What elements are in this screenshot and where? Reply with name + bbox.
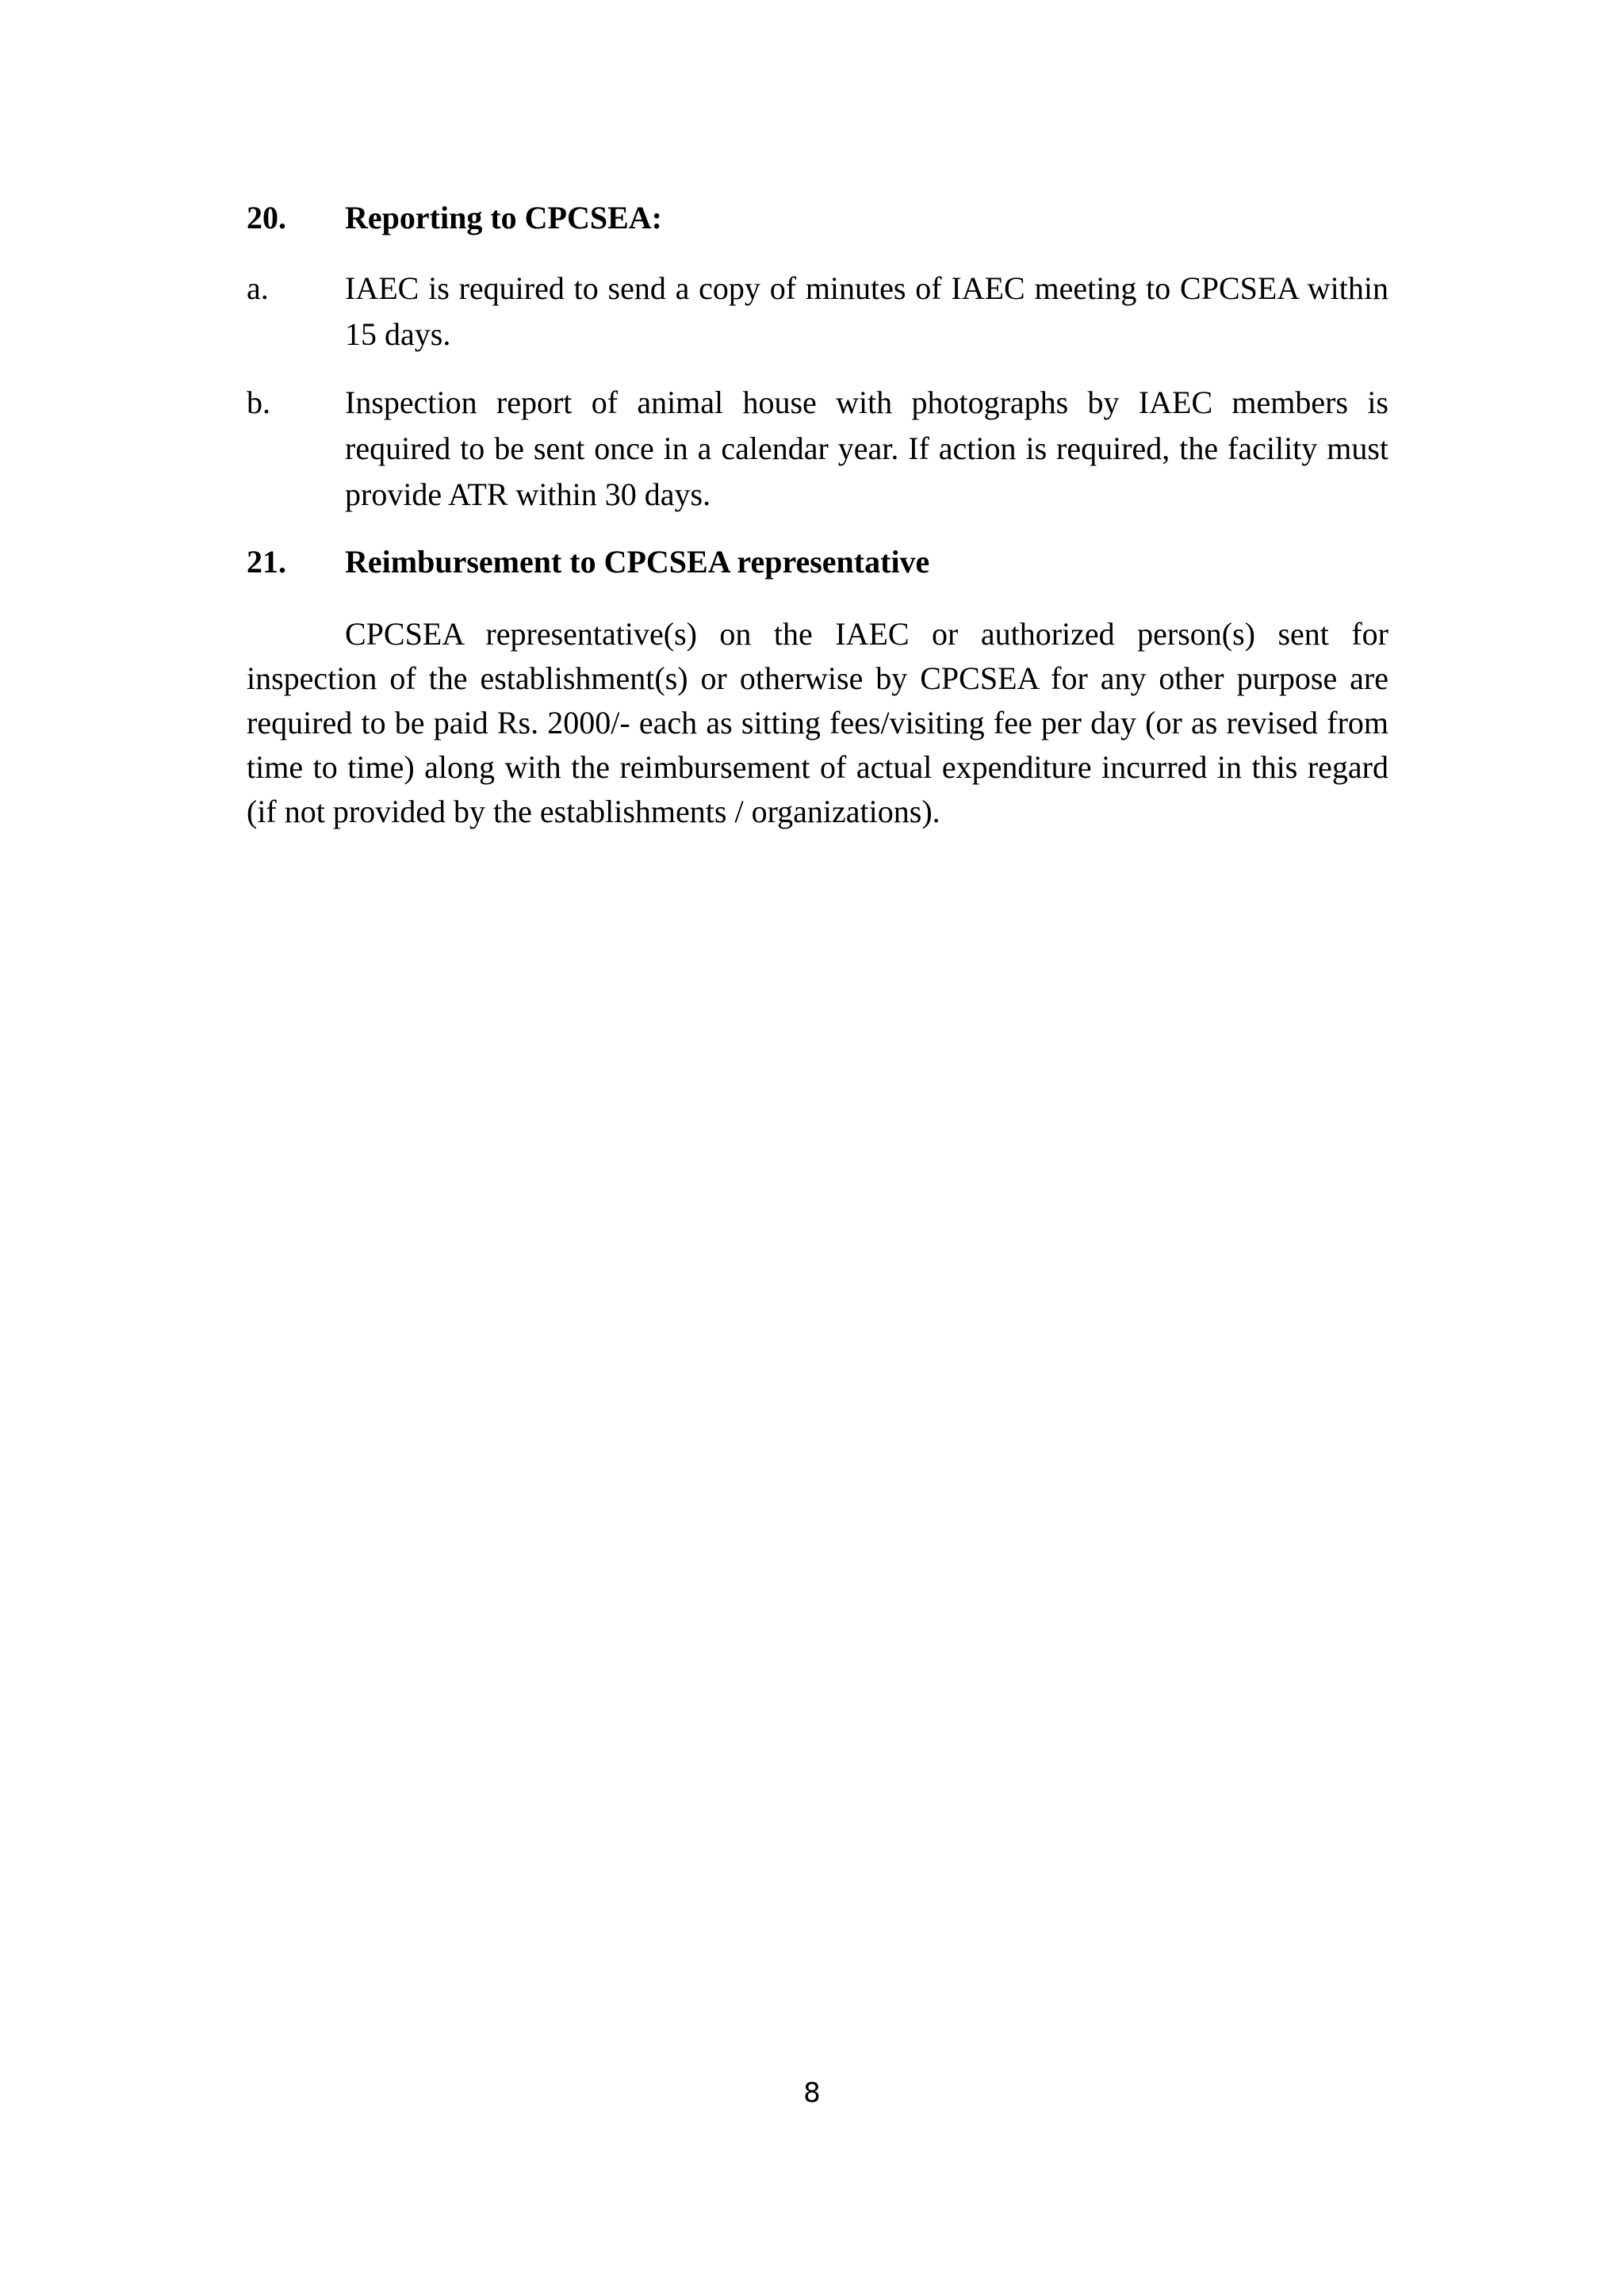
list-item-text: Inspection report of animal house with photographs by IAEC members is required to be sent once in a calendar year. If action is required, the facility must provide ATR within 30 days. <box>345 385 1388 512</box>
section-21-paragraph: CPCSEA representative(s) on the IAEC or authorized person(s) sent for inspection of the establishment(s) or otherwise by CPCSEA for any other purpose are required to be paid Rs. 2000/- each as sitting fees/visiting fee per day (or as revised from time to time) along with the reimbursement of actual expenditure incurred in this regard (if not provided by the establishments / organizations). <box>247 616 1388 829</box>
section-number: 21. <box>247 544 286 580</box>
section-title: Reimbursement to CPCSEA representative <box>345 544 930 580</box>
page-number: 8 <box>803 2077 821 2109</box>
section-number: 20. <box>247 200 286 235</box>
list-item-a <box>247 266 1388 358</box>
list-item-text: IAEC is required to send a copy of minutes of IAEC meeting to CPCSEA within 15 days. <box>345 270 1388 352</box>
list-marker: a. <box>247 270 269 306</box>
section-21-heading <box>247 540 929 584</box>
section-20-heading <box>247 196 662 240</box>
list-item-b <box>247 380 1388 518</box>
list-marker: b. <box>247 385 270 420</box>
section-title: Reporting to CPCSEA: <box>345 200 662 235</box>
